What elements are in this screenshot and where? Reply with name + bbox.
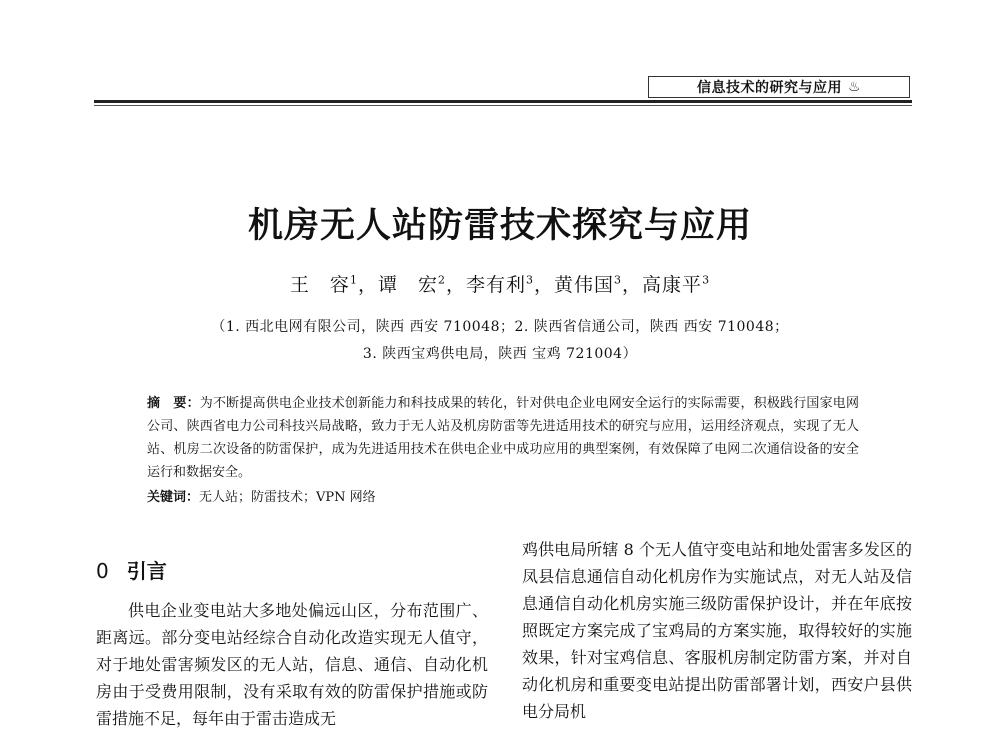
author-name: 王 容: [289, 274, 350, 296]
keywords-label: 关键词：: [147, 490, 200, 505]
bowl-icon: ♨: [847, 79, 862, 95]
abstract-label: 摘 要：: [147, 396, 200, 411]
abstract-text: 为不断提高供电企业技术创新能力和科技成果的转化，针对供电企业电网安全运行的实际需要，积极践行国家电网公司、陕西省电力公司科技兴局战略，致力于无人站及机房防雷等先进适用技术的研究与应用，运用经济观点，实现了无人站、机房二次设备的防雷保护，成为先进适用技术在供电企业中成功应用的典型案例，有效保障了电网二次通信设备的安全运行和数据安全。: [147, 396, 859, 480]
author-affiliation-mark: 2: [437, 273, 446, 287]
section-heading: [96, 555, 167, 584]
author-affiliation-mark: 1: [349, 273, 358, 287]
author-affiliation-mark: 3: [526, 273, 534, 287]
section-number: 0: [96, 559, 109, 583]
affiliations-line-1: （1. 西北电网有限公司，陕西 西安 710048；2. 陕西省信通公司，陕西 西安 710048；: [211, 319, 789, 335]
journal-section-label: 信息技术的研究与应用: [696, 80, 842, 96]
author-name: 谭 宏: [377, 274, 438, 296]
author-name: 李有利: [465, 274, 526, 296]
journal-section-header: [648, 76, 910, 98]
author-list: 王 容$^1$，谭 宏$^2$，李有利$^3$，黄伟国$^3$，高康平$^3$: [289, 273, 711, 296]
body-column-right: 鸡供电局所辖 8 个无人值守变电站和地处雷害多发区的凤县信息通信自动化机房作为实施试点，对无人站及信息通信自动化机房实施三级防雷保护设计，并在年底按照既定方案完成了宝鸡局的方案实施，取得较好的实施效果，针对宝鸡信息、客服机房制定防雷方案，并对自动化机房和重要变电站提出防雷部署计划，西安户县供电分局机: [522, 540, 912, 721]
author-name: 高康平: [642, 274, 703, 296]
author-affiliation-mark: 3: [702, 273, 711, 287]
header-rule-thick: [94, 100, 912, 103]
abstract: [147, 392, 859, 484]
keywords-text: 无人站；防雷技术；VPN 网络: [199, 490, 376, 505]
author-affiliation-mark: 3: [614, 273, 623, 287]
affiliations-line-2: 3. 陕西宝鸡供电局，陕西 宝鸡 721004）: [362, 346, 638, 362]
header-rule-thin: [94, 105, 912, 106]
body-column-left: 供电企业变电站大多地处偏远山区，分布范围广、距离远。部分变电站经综合自动化改造实现无人值守，对于地处雷害频发区的无人站，信息、通信、自动化机房由于受费用限制，没有采取有效的防雷保护措施或防雷措施不足，每年由于雷击造成无: [96, 601, 488, 728]
author-name: 黄伟国: [554, 274, 615, 296]
paper-title: 机房无人站防雷技术探究与应用: [247, 206, 752, 246]
keywords: [147, 486, 859, 509]
section-title: 引言: [126, 559, 167, 583]
